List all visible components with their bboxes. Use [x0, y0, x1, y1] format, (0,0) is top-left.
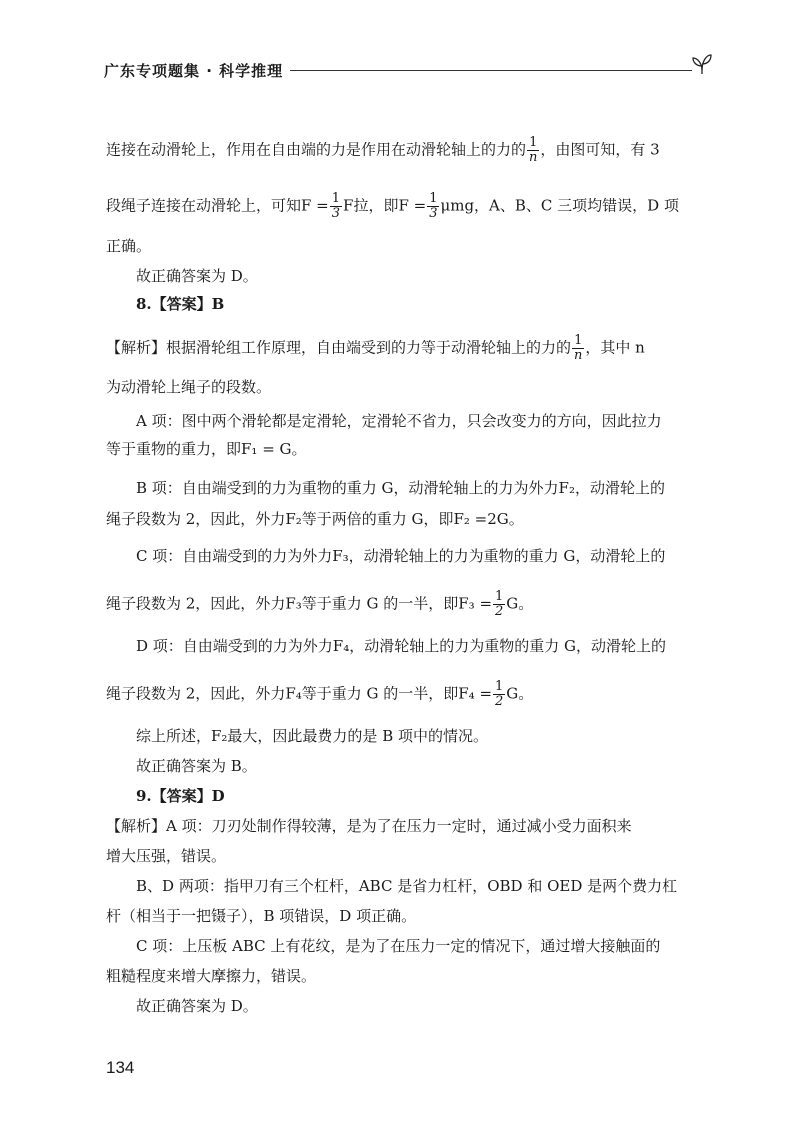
fraction: $\frac{1}{3}$ — [331, 191, 341, 221]
text-line: 故正确答案为 D。 — [136, 997, 258, 1015]
page-header — [104, 56, 714, 86]
text-line: 绳子段数为 2，因此，外力F₂等于两倍的重力 G，即F₂ =2G。 — [106, 510, 524, 528]
text-line: 粗糙程度来增大摩擦力，错误。 — [106, 967, 317, 985]
text-line: 【解析】根据滑轮组工作原理，自由端受到的力等于动滑轮轴上的力的 $\frac{1}{n}$ ，其中 n — [106, 333, 645, 363]
text-line: C 项：上压板 ABC 上有花纹，是为了在压力一定的情况下，通过增大接触面的 — [136, 937, 661, 955]
text-line: A 项：图中两个滑轮都是定滑轮，定滑轮不省力，只会改变力的方向，因此拉力 — [136, 412, 662, 430]
text-line: D 项：自由端受到的力为外力F₄，动滑轮轴上的力为重物的重力 G，动滑轮上的 — [136, 637, 666, 655]
text-line: 增大压强，错误。 — [106, 847, 227, 865]
answer-heading: 9.【答案】D — [136, 787, 225, 805]
header-rule — [290, 70, 692, 71]
text-line: 正确。 — [106, 237, 152, 255]
text-line: 故正确答案为 D。 — [136, 267, 258, 285]
text-line: 为动滑轮上绳子的段数。 — [106, 378, 272, 396]
text-line: 绳子段数为 2，因此，外力F₄等于重力 G 的一半，即F₄ = $\frac{1}{2}$ G。 — [106, 679, 534, 709]
text-line: 绳子段数为 2，因此，外力F₃等于重力 G 的一半，即F₃ = $\frac{1}{2}$ G。 — [106, 589, 534, 619]
leaf-icon — [690, 50, 714, 74]
answer-heading: 8.【答案】B — [136, 295, 225, 313]
text-line: 连接在动滑轮上，作用在自由端的力是作用在动滑轮轴上的力的 $\frac{1}{n}$ ，由图可知，有 3 — [106, 135, 660, 165]
fraction: $\frac{1}{2}$ — [495, 589, 504, 619]
text-line: 杆（相当于一把镊子），B 项错误，D 项正确。 — [106, 907, 417, 925]
text-line: 故正确答案为 B。 — [136, 757, 257, 775]
text-line: B 项：自由端受到的力为重物的重力 G，动滑轮轴上的力为外力F₂，动滑轮上的 — [136, 479, 665, 497]
fraction: $\frac{1}{n}$ — [574, 333, 583, 363]
page-number: 134 — [106, 1058, 135, 1077]
fraction: $\frac{1}{n}$ — [529, 135, 538, 165]
text-line: 【解析】A 项：刀刃处制作得较薄，是为了在压力一定时，通过减小受力面积来 — [106, 817, 632, 835]
header-title: 广东专项题集 · 科学推理 — [104, 62, 284, 80]
text-line: 综上所述，F₂最大，因此最费力的是 B 项中的情况。 — [136, 727, 488, 745]
fraction: $\frac{1}{3}$ — [429, 191, 438, 221]
text-line: 段绳子连接在动滑轮上，可知F = $\frac{1}{3}$ F拉，即F = $\frac{1}{3}$ μmg，A、B、C 三项均错误，D 项 — [106, 191, 679, 221]
text-line: C 项：自由端受到的力为外力F₃，动滑轮轴上的力为重物的重力 G，动滑轮上的 — [136, 547, 666, 565]
text-line: 等于重物的重力，即F₁ = G。 — [106, 440, 307, 458]
fraction: $\frac{1}{2}$ — [495, 679, 504, 709]
text-line: B、D 两项：指甲刀有三个杠杆，ABC 是省力杠杆，OBD 和 OED 是两个费力杠 — [136, 877, 678, 895]
